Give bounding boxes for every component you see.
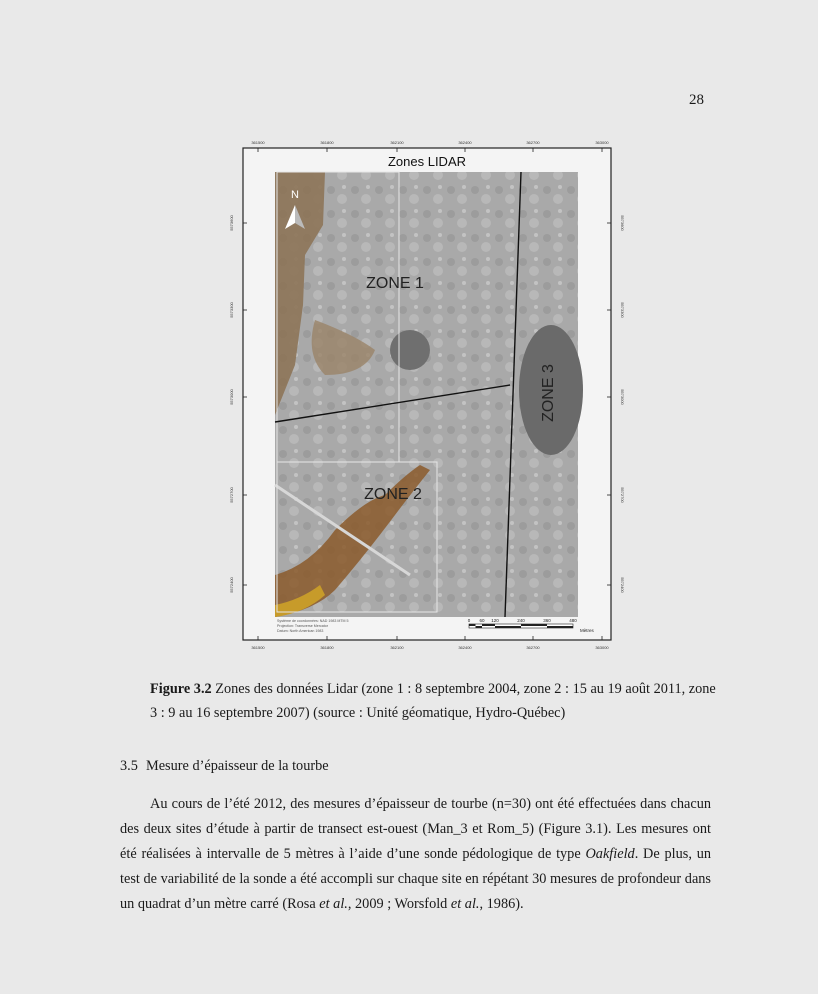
paragraph-text: , 1986). [479,896,524,912]
map-metadata-line: Datum: North American 1983 [277,629,324,633]
bottom-tick-label: 362400 [458,645,472,650]
section-number: 3.5 [120,758,138,774]
right-tick-label: 5573000 [620,389,625,405]
left-tick-label: 5573300 [229,302,234,318]
north-label: N [291,189,299,201]
top-tick-label: 362400 [458,140,472,145]
page-number: 28 [689,92,704,108]
paragraph-text: . De plus, un test de variabilité de la sonde a été accompli sur chaque site en répétant 30 mesures de profondeur dans un quadrat d’un mètre carré (Rosa [120,846,711,912]
left-tick-label: 5572700 [229,487,234,503]
scale-unit: Mètres [580,628,594,633]
right-tick-label: 5572400 [620,577,625,593]
figure-caption [150,677,720,725]
left-tick-label: 5573000 [229,389,234,405]
oakfield-term: Oakfield [585,846,635,862]
right-tick-label: 5573600 [620,215,625,231]
scale-label: 0 [467,618,471,623]
bottom-tick-label: 361500 [251,645,265,650]
bottom-tick-label: 362100 [390,645,404,650]
bottom-tick-label: 362700 [526,645,540,650]
bottom-tick-label: 361800 [320,645,334,650]
top-tick-label: 362700 [526,140,540,145]
citation-etal: et al. [450,896,480,912]
zone-1-label: ZONE 1 [366,275,424,292]
zone-2-label: ZONE 2 [364,486,422,503]
top-tick-label: 363000 [595,140,609,145]
map-metadata-line: Projection: Transverse Mercator [277,624,328,628]
bottom-tick-label: 363000 [595,645,609,650]
body-paragraph [120,792,711,917]
paragraph-text: , 2009 ; Worsfold [347,896,451,912]
section-title: Mesure d’épaisseur de la tourbe [146,758,329,774]
scale-label: 60 [479,618,485,623]
lidar-zones-map-figure [205,135,635,655]
scale-label: 120 [491,618,499,623]
left-tick-label: 5573600 [229,215,234,231]
map-metadata-line: Système de coordonnées: NAD 1983 MTM 5 [277,619,349,623]
right-tick-label: 5572700 [620,487,625,503]
section-heading [120,758,329,775]
paragraph-text: Au cours de l’été 2012, des mesures d’épaisseur de tourbe (n=30) ont été effectuées dans chacun des deux sites d’étude à partir de transect est-ouest (Man_3 et Rom_5) (Figure 3.1). Les mesures ont été réalisées à intervalle de 5 mètres à l’aide d’une sonde pédologique de type [120,796,711,862]
citation-etal: et al. [319,896,348,912]
scale-label: 240 [517,618,525,623]
zone-3-label: ZONE 3 [540,364,557,422]
left-tick-label: 5572400 [229,577,234,593]
lidar-map [205,135,635,655]
top-tick-label: 361500 [251,140,265,145]
top-tick-label: 362100 [390,140,404,145]
figure-label: Figure 3.2 [150,681,212,697]
scale-label: 360 [543,618,551,623]
caption-text: Zones des données Lidar (zone 1 : 8 septembre 2004, zone 2 : 15 au 19 août 2011, zone 3 : 9 au 16 septembre 2007) (source : Unité géomatique, Hydro-Québec) [150,681,716,721]
top-tick-label: 361800 [320,140,334,145]
right-tick-label: 5573300 [620,302,625,318]
scale-label: 480 [569,618,577,623]
map-title: Zones LIDAR [387,154,467,169]
